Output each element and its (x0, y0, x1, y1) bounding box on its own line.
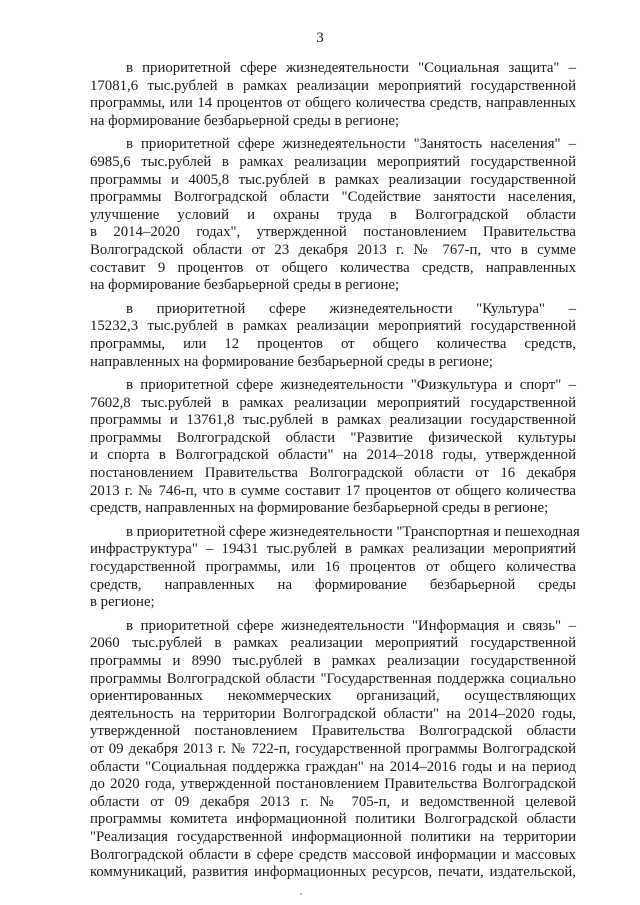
text-line: постановлением Правительства Волгоградской области от 16 декабря (90, 465, 576, 482)
text-line: программы и 4005,8 тыс.рублей в рамках реализации государственной (90, 171, 576, 188)
text-line: программы комитета информационной политики Волгоградской области (90, 811, 576, 828)
text-line: области от 09 декабря 2013 г. № 705-п, и ведомственной целевой (90, 793, 576, 810)
text-line: средств, направленных на формирование безбарьерной среды в регионе; (90, 500, 549, 517)
text-line: в приоритетной сфере жизнедеятельности "Социальная защита" – (126, 60, 576, 76)
text-line: 15232,3 тыс.рублей в рамках реализации мероприятий государственной (90, 318, 576, 335)
text-line: на формирование безбарьерной среды в регионе; (90, 277, 400, 294)
scan-artifact (300, 893, 302, 895)
text-line: "Реализация государственной информационной политики на территории (90, 828, 576, 845)
text-line: программы и 8990 тыс.рублей в рамках реализации государственной (90, 653, 576, 669)
text-line: 2013 г. № 746-п, что в сумме составит 17 процентов от общего количества (90, 482, 576, 499)
text-line: области "Социальная поддержка граждан" на 2014–2016 годы и на период (90, 758, 576, 775)
text-line: до 2020 года, утвержденной постановлением Правительства Волгоградской (90, 776, 576, 793)
text-line: в приоритетной сфере жизнедеятельности "Занятость населения" – (126, 136, 576, 153)
text-line: Волгоградской области от 23 декабря 2013 г. № 767-п, что в сумме (90, 241, 576, 258)
paragraph (90, 60, 576, 130)
text-line: на формирование безбарьерной среды в регионе; (90, 112, 400, 129)
text-line: программы Волгоградской области "Содействие занятости населения, (90, 189, 576, 206)
text-line: инфраструктура" – 19431 тыс.рублей в рамках реализации мероприятий (90, 541, 576, 558)
paragraph (90, 136, 576, 294)
paragraph (90, 618, 576, 882)
paragraph (90, 377, 576, 518)
paragraph (90, 301, 576, 371)
text-line: в приоритетной сфере жизнедеятельности "Транспортная и пешеходная (126, 523, 580, 540)
text-line: улучшение условий и охраны труда в Волгоградской области (90, 206, 576, 223)
text-line: направленных на формирование безбарьерной среды в регионе; (90, 353, 493, 370)
text-line: программы и 13761,8 тыс.рублей в рамках реализации государственной (90, 412, 576, 429)
paragraph (90, 523, 580, 612)
text-line: и спорта в Волгоградской области" на 2014–2018 годы, утвержденной (90, 447, 576, 464)
text-line: в 2014–2020 годах", утвержденной постановлением Правительства (90, 224, 576, 241)
document-body (90, 60, 580, 888)
text-line: ориентированных некоммерческих организаций, осуществляющих (90, 688, 576, 705)
text-line: программы Волгоградской области "Развитие физической культуры (90, 429, 576, 446)
text-line: в приоритетной сфере жизнедеятельности "Физкультура и спорт" – (126, 377, 576, 394)
text-line: программы, или 14 процентов от общего количества средств, направленных (90, 95, 576, 112)
page-number: 3 (316, 30, 324, 46)
text-line: в регионе; (90, 594, 155, 611)
text-line: деятельность на территории Волгоградской области" на 2014–2020 годы, (90, 705, 576, 722)
text-line: составит 9 процентов от общего количества средств, направленных (90, 259, 576, 276)
text-line: программы Волгоградской области "Государственная поддержка социально (90, 670, 576, 687)
text-line: программы, или 12 процентов от общего количества средств, (90, 335, 576, 352)
text-line: в приоритетной сфере жизнедеятельности "Культура" – (126, 300, 576, 317)
text-line: 17081,6 тыс.рублей в рамках реализации мероприятий государственной (90, 77, 576, 94)
text-line: Волгоградской области в сфере средств массовой информации и массовых (90, 846, 576, 863)
text-line: средств, направленных на формирование безбарьерной среды (90, 576, 576, 593)
text-line: 7602,8 тыс.рублей в рамках реализации мероприятий государственной (90, 394, 576, 411)
text-line: утвержденной постановлением Правительства Волгоградской области (90, 723, 576, 740)
text-line: 2060 тыс.рублей в рамках реализации мероприятий государственной (90, 635, 576, 652)
text-line: в приоритетной сфере жизнедеятельности "Информация и связь" – (126, 617, 576, 634)
text-line: 6985,6 тыс.рублей в рамках реализации мероприятий государственной (90, 153, 576, 170)
text-line: от 09 декабря 2013 г. № 722-п, государственной программы Волгоградской (90, 740, 576, 757)
text-line: государственной программы, или 16 процентов от общего количества (90, 559, 576, 576)
text-line: коммуникаций, развития информационных ресурсов, печати, издательской, (90, 864, 576, 881)
